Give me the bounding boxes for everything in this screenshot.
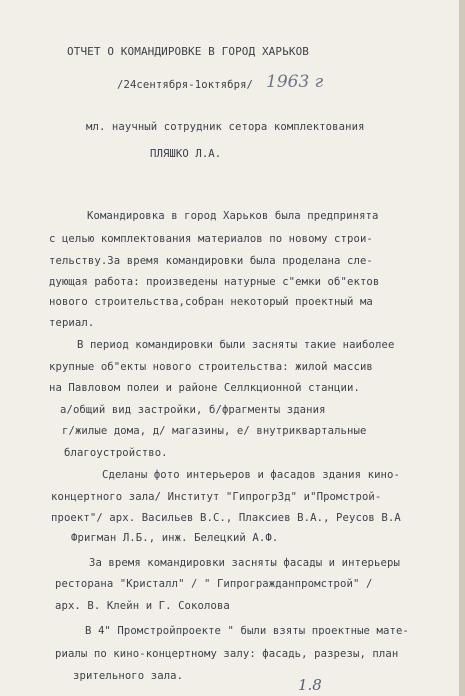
body-line: а/общий вид застройки, б/фрагменты здания [60,404,326,416]
body-line: г/жилые дома, д/ магазины, е/ внутриквартальные [62,425,367,437]
body-line: на Павловом полеи и районе Селлкционной станции. [49,382,360,394]
body-line: арх. В. Клейн и Г. Соколова [55,600,230,612]
trip-dates: /24сентября-1октября/ [117,79,254,91]
author-position: мл. научный сотрудник сетора комплектования [86,121,365,133]
page-edge [459,0,465,696]
report-title: ОТЧЕТ О КОМАНДИРОВКЕ В ГОРОД ХАРЬКОВ [67,45,310,58]
body-line: Сделаны фото интерьеров и фасадов здания кино- [102,469,400,481]
body-line: риалы по кино-концертному залу: фасадь, разрезы, план [55,648,399,660]
body-line: с целью комплектования материалов по новому строи- [49,233,373,245]
body-line: крупные об"екты нового строительства: жилой массив [49,361,373,373]
handwritten-year: 1963 г [266,72,324,92]
body-line: ресторана "Кристалл" / " Гипрогражданпромстрой" / [55,578,373,590]
body-line: благоустройство. [64,447,168,459]
body-line: проект"/ арх. Васильев В.С., Плаксиев В.А., Реусов В.А [51,512,401,524]
body-line: В 4" Промстройпроекте " были взяты проектные мате- [85,625,409,637]
body-line: териал. [49,317,95,329]
body-line: В период командировки были засняты такие наиболее [77,339,395,351]
handwritten-note: 1.8 [298,676,322,694]
body-line: За время командировки засняты фасады и интерьеры [89,557,400,569]
body-line: тельству.За время командировки была проделана сле- [49,255,373,267]
body-line: Фригман Л.Б., инж. Белецкий А.Ф. [71,532,279,544]
body-line: нового строительства,собран некоторый проектный ма [49,296,373,308]
body-line: дующая работа: произведены натурные с"емки об"ектов [49,276,380,288]
body-line: зрительного зала. [73,670,184,682]
body-line: концертного зала/ Институт "Гипрогр3д" и"Промстрой- [51,491,382,503]
author-name: ПЛЯШКО Л.А. [150,148,222,160]
body-line: Командировка в город Харьков была предпринята [87,210,379,222]
